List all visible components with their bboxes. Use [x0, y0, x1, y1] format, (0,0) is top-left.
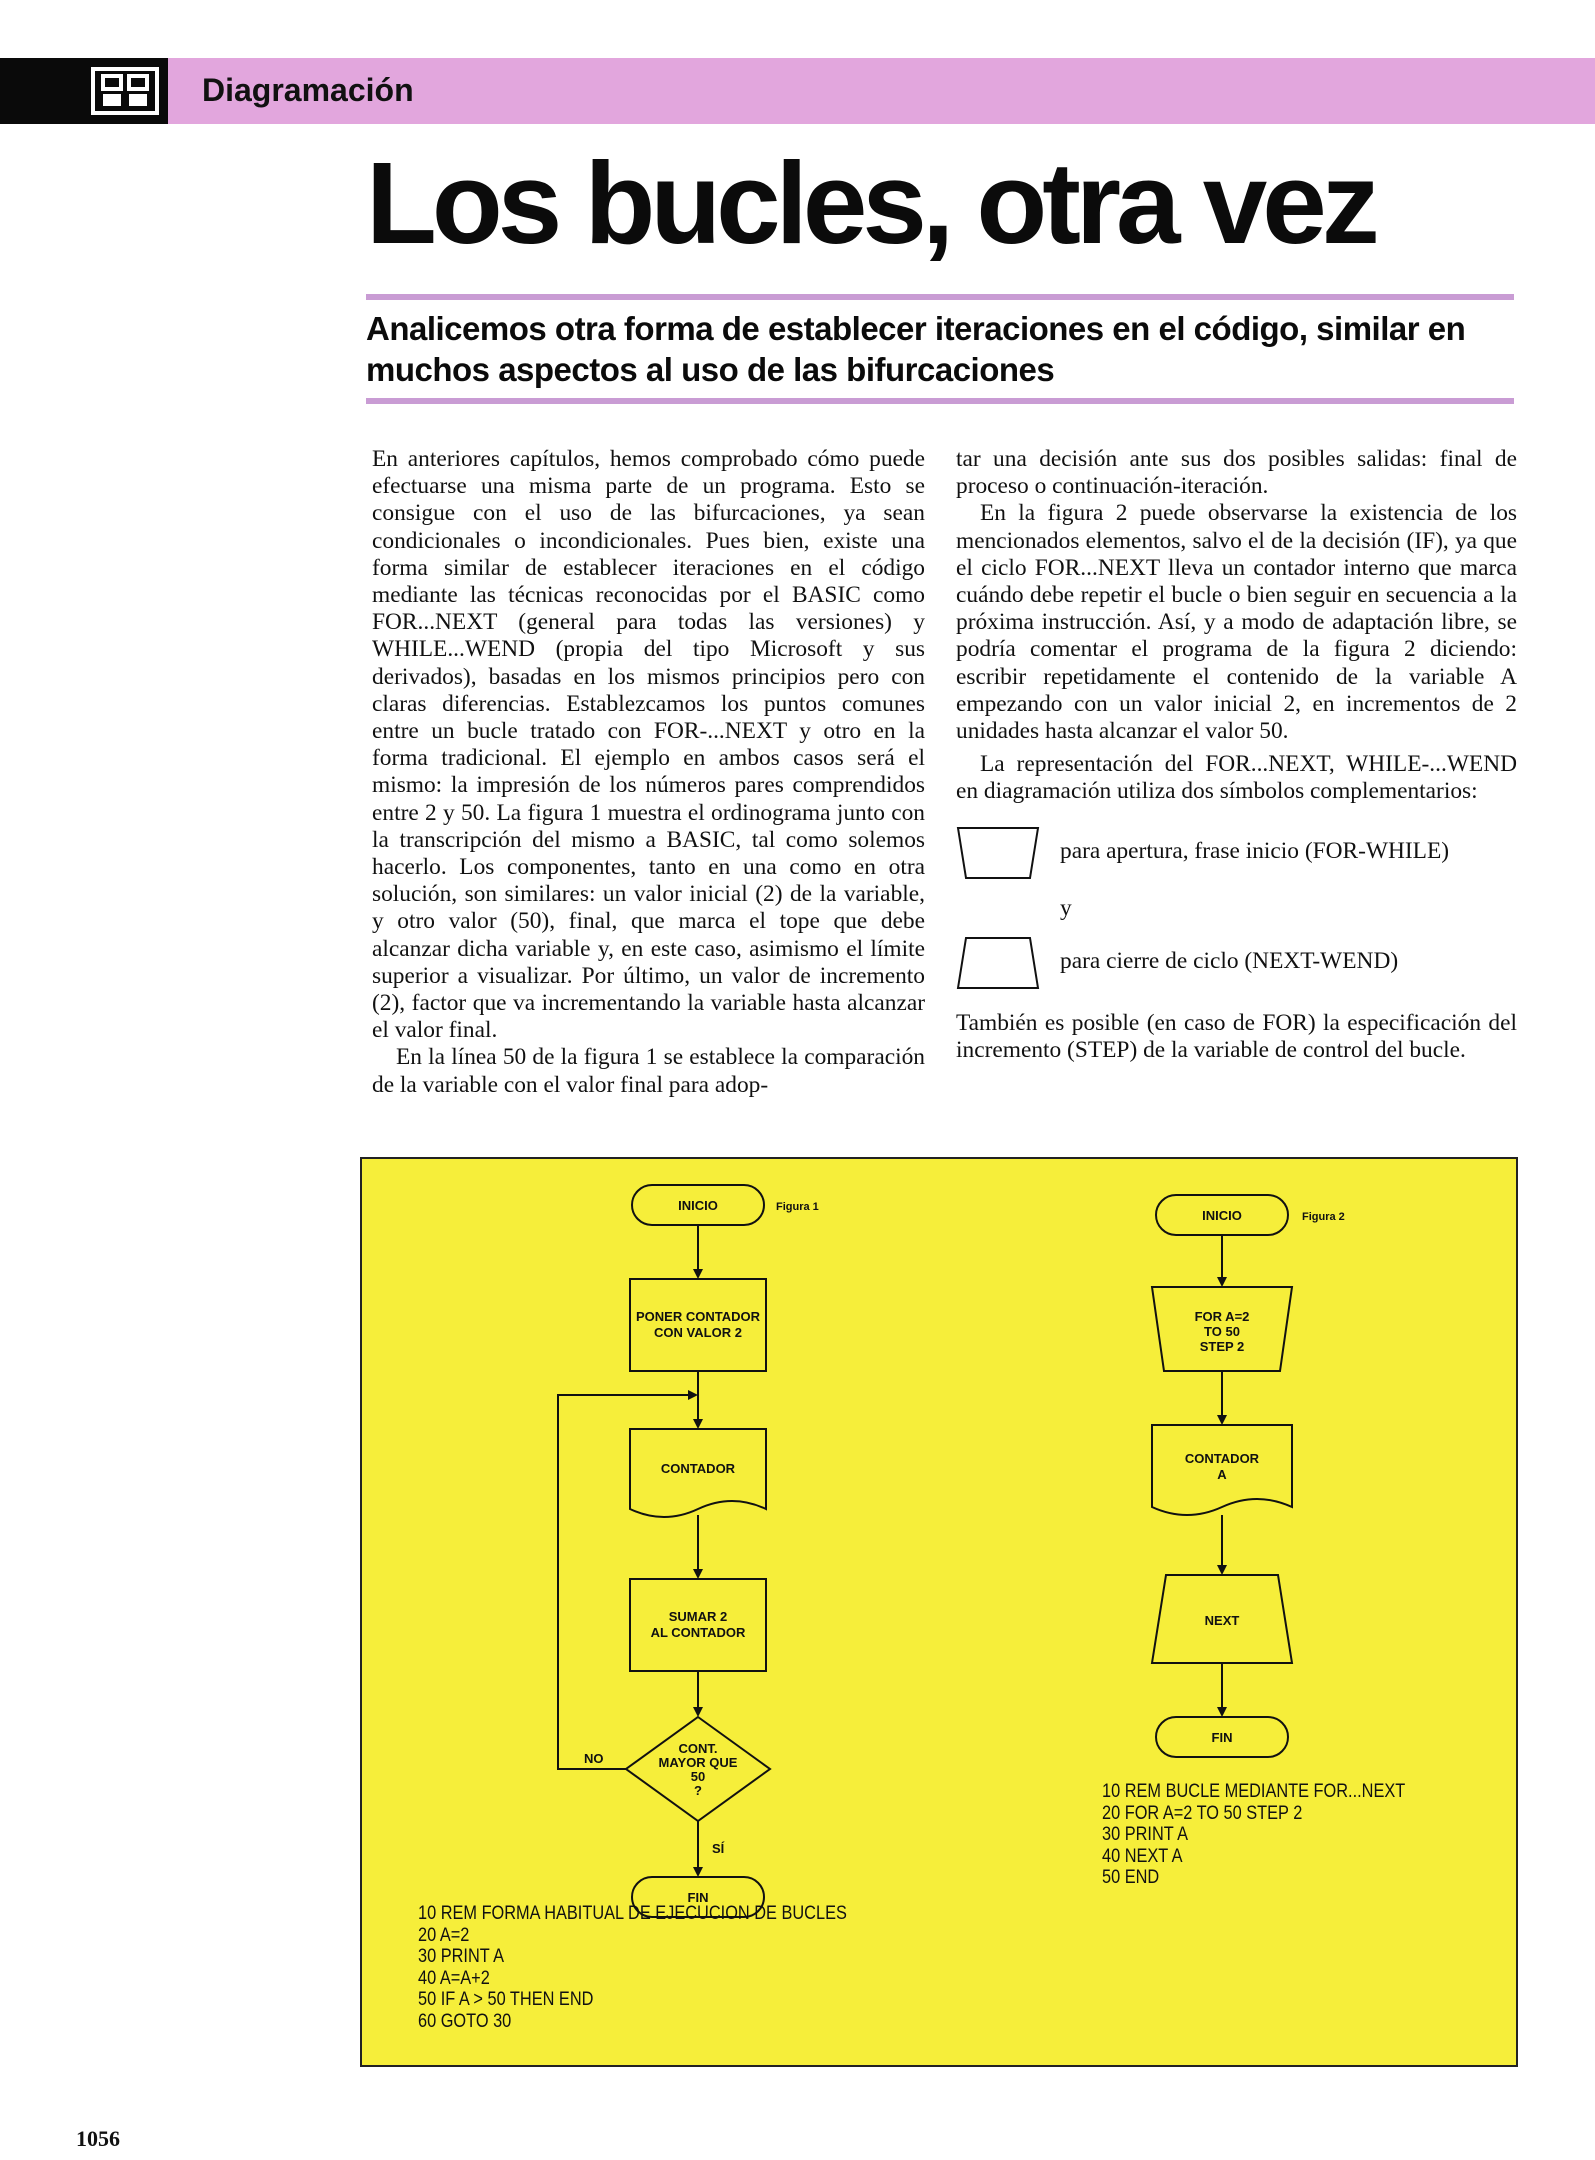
fig2-output-label-2: A — [1217, 1467, 1227, 1482]
symbol-close-row — [956, 936, 1517, 990]
code-line: 20 FOR A=2 TO 50 STEP 2 — [1102, 1802, 1303, 1824]
paragraph: En la figura 2 puede observarse la existencia de los mencionados elementos, salvo el de la decisión (IF), ya que el ciclo FOR...NEXT lleva un contador interno que marca cuándo debe repetir el bucle o bien seguir en secuencia a la próxima instrucción. Así, y a modo de adaptación libre, se podría comentar el programa de la figura 2 diciendo: escribir repetidamente el contenido de la variable A empezando con un valor inicial 2, en incrementos de 2 unidades hasta alcanzar el valor 50. — [956, 500, 1517, 745]
page-title: Los bucles, otra vez — [366, 138, 1375, 268]
loop-close-symbol-icon — [956, 936, 1040, 990]
fig2-next-label: NEXT — [1204, 1613, 1240, 1628]
fig1-init-label-2: CON VALOR 2 — [654, 1325, 742, 1340]
title-rule — [366, 294, 1514, 300]
code-line: 10 REM BUCLE MEDIANTE FOR...NEXT — [1102, 1781, 1406, 1802]
fig2-for-label-1: FOR A=2 — [1194, 1309, 1250, 1324]
fig2-for-label-2: TO 50 — [1204, 1324, 1240, 1339]
fig1-decision-label-1: CONT. — [678, 1741, 718, 1756]
fig1-decision-label-2: MAYOR QUE — [658, 1755, 738, 1770]
symbol-open-row — [956, 826, 1517, 880]
paragraph: La representación del FOR...NEXT, WHILE-...WEND en diagramación utiliza dos símbolos complementarios: — [956, 751, 1517, 805]
fig1-no-label: NO — [584, 1751, 604, 1766]
fig1-end-label: FIN — [687, 1890, 709, 1905]
fig2-caption: Figura 2 — [1302, 1211, 1345, 1223]
fig1-si-label: SÍ — [712, 1841, 725, 1856]
subtitle-rule — [366, 398, 1514, 404]
fig1-caption: Figura 1 — [776, 1201, 819, 1213]
code-line: 20 A=2 — [418, 1924, 470, 1946]
code-line: 50 IF A > 50 THEN END — [418, 1989, 594, 2010]
loop-open-symbol-icon — [956, 826, 1040, 880]
page-subtitle: Analicemos otra forma de establecer iteraciones en el código, similar en muchos aspectos al uso de las bifurcaciones — [366, 310, 1466, 388]
code-line: 30 PRINT A — [1102, 1824, 1188, 1845]
page-number: 1056 — [76, 2126, 120, 2151]
fig1-decision-label-3: 50 — [690, 1769, 706, 1784]
paragraph: tar una decisión ante sus dos posibles salidas: final de proceso o continuación-iteración. — [956, 446, 1517, 500]
fig2-start-label: INICIO — [1202, 1208, 1242, 1223]
fig1-loop-back-arrow — [558, 1395, 696, 1769]
fig2-output-label-1: CONTADOR — [1184, 1451, 1260, 1466]
symbol-close-text: para cierre de ciclo (NEXT-WEND) — [1060, 947, 1399, 974]
code-line: 10 REM FORMA HABITUAL DE EJECUCION DE BUCLES — [418, 1903, 847, 1924]
code-line: 30 PRINT A — [418, 1946, 504, 1967]
paragraph: En la línea 50 de la figura 1 se establece la comparación de la variable con el valor final para adop- — [372, 1044, 925, 1098]
fig1-init-label-1: PONER CONTADOR — [636, 1309, 760, 1324]
symbol-conjunction: y — [1060, 894, 1072, 921]
flowchart-figure-2 — [1152, 1195, 1345, 1757]
paragraph: También es posible (en caso de FOR) la especificación del incremento (STEP) de la variable de control del bucle. — [956, 1009, 1517, 1063]
body-column-left — [372, 446, 925, 1099]
fig1-code-listing — [418, 1903, 847, 2032]
paragraph: En anteriores capítulos, hemos comprobado cómo puede efectuarse una misma parte de un programa. Esto se consigue con el uso de las bifurcaciones, ya sean condicionales o incondicionales. Pues bien, existe una forma similar de establecer iteraciones en el código mediante las técnicas reconocidas por el BASIC como FOR...NEXT (general para todas las versiones) y WHILE...WEND (propia del tipo Microsoft y sus derivados), basadas en los mismos principios pero con claras diferencias. Establezcamos los puntos comunes entre un bucle tratado con FOR-...NEXT y otro en la forma tradicional. El ejemplo en ambos casos será el mismo: la impresión de los números pares comprendidos entre 2 y 50. La figura 1 muestra el ordinograma junto con la transcripción del mismo a BASIC, tal como solemos hacerlo. Los componentes, tanto en una como en otra solución, son similares: un valor inicial (2) de la variable, y otro valor (50), final, que marca el tope que debe alcanzar dicha variable y, en este caso, asimismo el límite superior a visualizar. Por último, un valor de incremento (2), factor que va incrementando la variable hasta alcanzar el valor final. — [372, 446, 925, 1044]
fig1-output-label: CONTADOR — [660, 1461, 736, 1476]
section-logo-icon — [90, 66, 160, 116]
fig1-decision-label-4: ? — [694, 1783, 702, 1798]
code-line: 40 NEXT A — [1102, 1845, 1183, 1867]
fig2-for-label-3: STEP 2 — [1199, 1339, 1245, 1354]
fig1-start-label: INICIO — [678, 1198, 718, 1213]
section-label: Diagramación — [202, 72, 414, 108]
body-column-right — [956, 446, 1517, 1064]
symbol-open-text: para apertura, frase inicio (FOR-WHILE) — [1060, 837, 1450, 864]
flowchart-figure-1 — [558, 1185, 819, 1917]
code-line: 50 END — [1102, 1867, 1160, 1888]
fig1-sum-label-2: AL CONTADOR — [650, 1625, 746, 1640]
code-line: 60 GOTO 30 — [418, 2010, 512, 2032]
fig1-sum-label-1: SUMAR 2 — [668, 1609, 728, 1624]
fig2-code-listing — [1102, 1781, 1405, 1889]
figure-box — [360, 1157, 1518, 2067]
code-line: 40 A=A+2 — [418, 1967, 490, 1989]
fig2-end-label: FIN — [1211, 1730, 1233, 1745]
